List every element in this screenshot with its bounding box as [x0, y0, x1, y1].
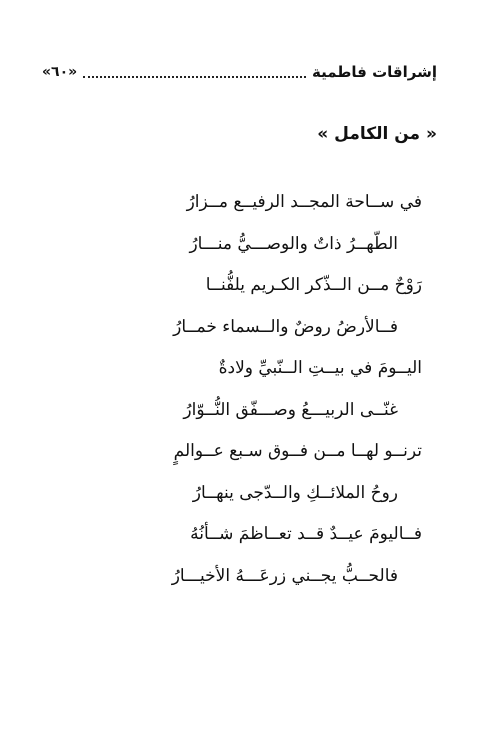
verse-line: فالحــبُّ يجــني زرعَـــهُ الأخيـــارُ [171, 565, 398, 586]
page-number: «٦٠» [42, 64, 78, 80]
verse-line: روحُ الملائــكِ والــدّجى ينهــارُ [192, 482, 398, 503]
dotted-leader [83, 66, 306, 78]
verse-line: ترنــو لهــا مــن فــوق سـبع عــوالمٍ [173, 441, 422, 461]
verse-line: الطّهــرُ ذاتٌ والوصـــيُّ منـــارُ [189, 233, 398, 254]
section-title: « من الكامل » [317, 124, 437, 144]
verse-line: رَوْحٌ مــن الــذّكر الكـريم يلفُّنــا [205, 275, 422, 295]
verse-line: اليــومَ في بيــتِ الــنّبيِّ ولادةٌ [218, 358, 422, 378]
verse-line: فــالأرضُ روضٌ والــسماء خمــارُ [173, 316, 398, 337]
verse-line: فــاليومَ عيــدٌ قــد تعــاظمَ شــأنُهُ [190, 524, 422, 544]
book-title: إشراقات فاطمية [312, 63, 437, 81]
verse-line: في ســاحة المجــد الرفيــع مــزارُ [186, 192, 422, 212]
verse-line: غنّــى الربيـــعُ وصـــفّق النُّــوّارُ [183, 399, 398, 420]
running-header [42, 60, 437, 84]
poem [42, 182, 422, 597]
